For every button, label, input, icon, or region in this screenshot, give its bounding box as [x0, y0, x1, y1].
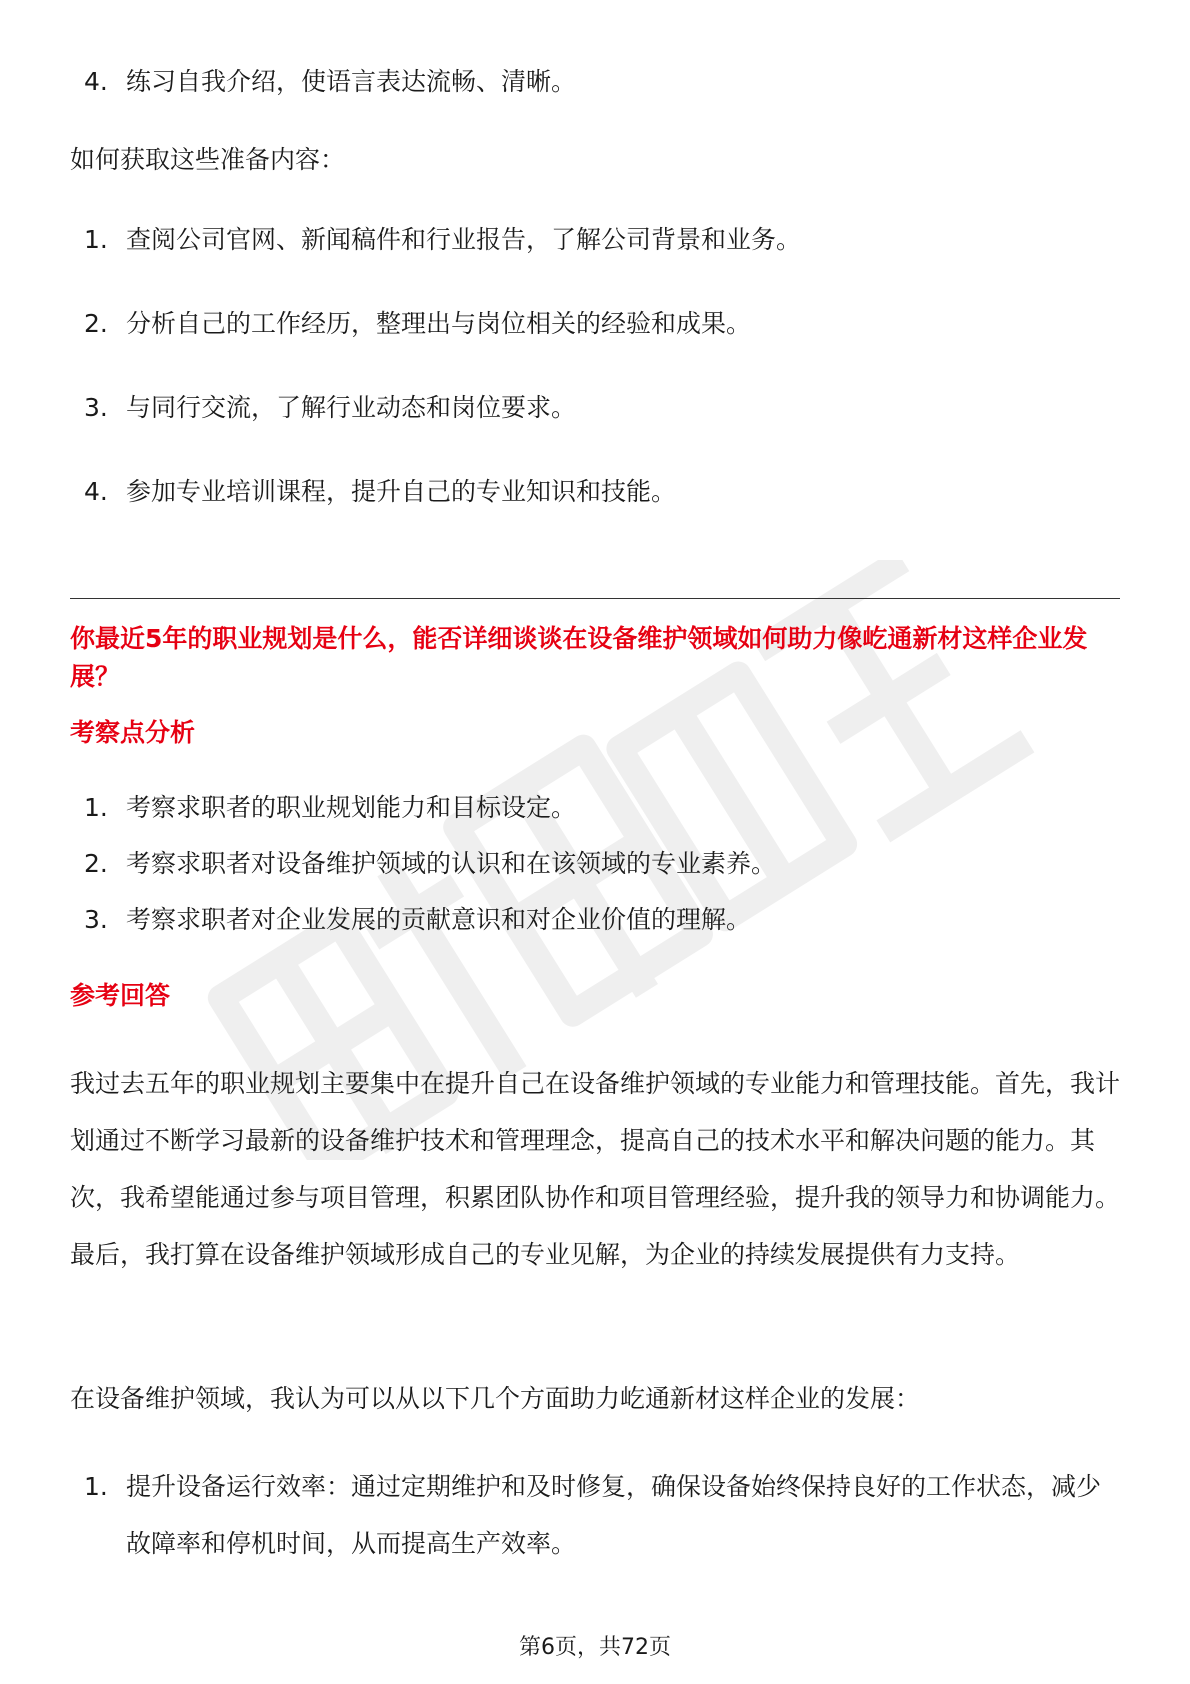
list-item: [84, 62, 1114, 102]
list-number: 2.: [84, 849, 108, 878]
list-number: 4.: [84, 477, 108, 506]
list-item: [84, 900, 1114, 940]
page-footer: 第6页，共72页: [519, 1635, 671, 1660]
list-number: 2.: [84, 309, 108, 338]
analysis-title: 考察点分析: [70, 718, 196, 747]
answer-intro: 在设备维护领域，我认为可以从以下几个方面助力屹通新材这样企业的发展：: [70, 1384, 921, 1413]
list-text: 练习自我介绍，使语言表达流畅、清晰。: [126, 67, 577, 96]
list-number: 4.: [84, 67, 108, 96]
answer-paragraph: 我过去五年的职业规划主要集中在提升自己在设备维护领域的专业能力和管理技能。首先，我计划通过不断学习最新的设备维护技术和管理理念，提高自己的技术水平和解决问题的能力。其次，我希望能通过参与项目管理，积累团队协作和项目管理经验，提升我的领导力和协调能力。最后，我打算在设备维护领域形成自己的专业见解，为企业的持续发展提供有力支持。: [70, 1069, 1121, 1269]
list-item: [84, 220, 1114, 260]
list-item: [84, 1458, 1114, 1572]
prep-heading: 如何获取这些准备内容：: [70, 145, 346, 174]
list-number: 1.: [84, 225, 108, 254]
list-item: [84, 844, 1114, 884]
list-number: 3.: [84, 905, 108, 934]
list-item: [84, 388, 1114, 428]
list-text: 与同行交流，了解行业动态和岗位要求。: [126, 393, 577, 422]
analysis-list: [84, 788, 1114, 940]
list-number: 1.: [84, 793, 108, 822]
prep-list: [84, 220, 1114, 512]
list-text: 提升设备运行效率：通过定期维护和及时修复，确保设备始终保持良好的工作状态，减少故障率和停机时间，从而提高生产效率。: [126, 1472, 1102, 1558]
list-text: 考察求职者对设备维护领域的认识和在该领域的专业素养。: [126, 849, 777, 878]
question-heading: 你最近5年的职业规划是什么，能否详细谈谈在设备维护领域如何助力像屹通新材这样企业发展？: [70, 624, 1088, 691]
list-number: 3.: [84, 393, 108, 422]
section-divider: [70, 598, 1120, 599]
list-number: 1.: [84, 1472, 108, 1501]
list-text: 查阅公司官网、新闻稿件和行业报告，了解公司背景和业务。: [126, 225, 802, 254]
list-text: 考察求职者的职业规划能力和目标设定。: [126, 793, 577, 822]
list-item: [84, 788, 1114, 828]
list-text: 参加专业培训课程，提升自己的专业知识和技能。: [126, 477, 677, 506]
list-item: [84, 304, 1114, 344]
answer-list: [84, 1458, 1114, 1572]
list-item: [84, 472, 1114, 512]
answer-title: 参考回答: [70, 981, 171, 1010]
list-text: 考察求职者对企业发展的贡献意识和对企业价值的理解。: [126, 905, 752, 934]
list-text: 分析自己的工作经历，整理出与岗位相关的经验和成果。: [126, 309, 752, 338]
top-list: [84, 62, 1114, 102]
